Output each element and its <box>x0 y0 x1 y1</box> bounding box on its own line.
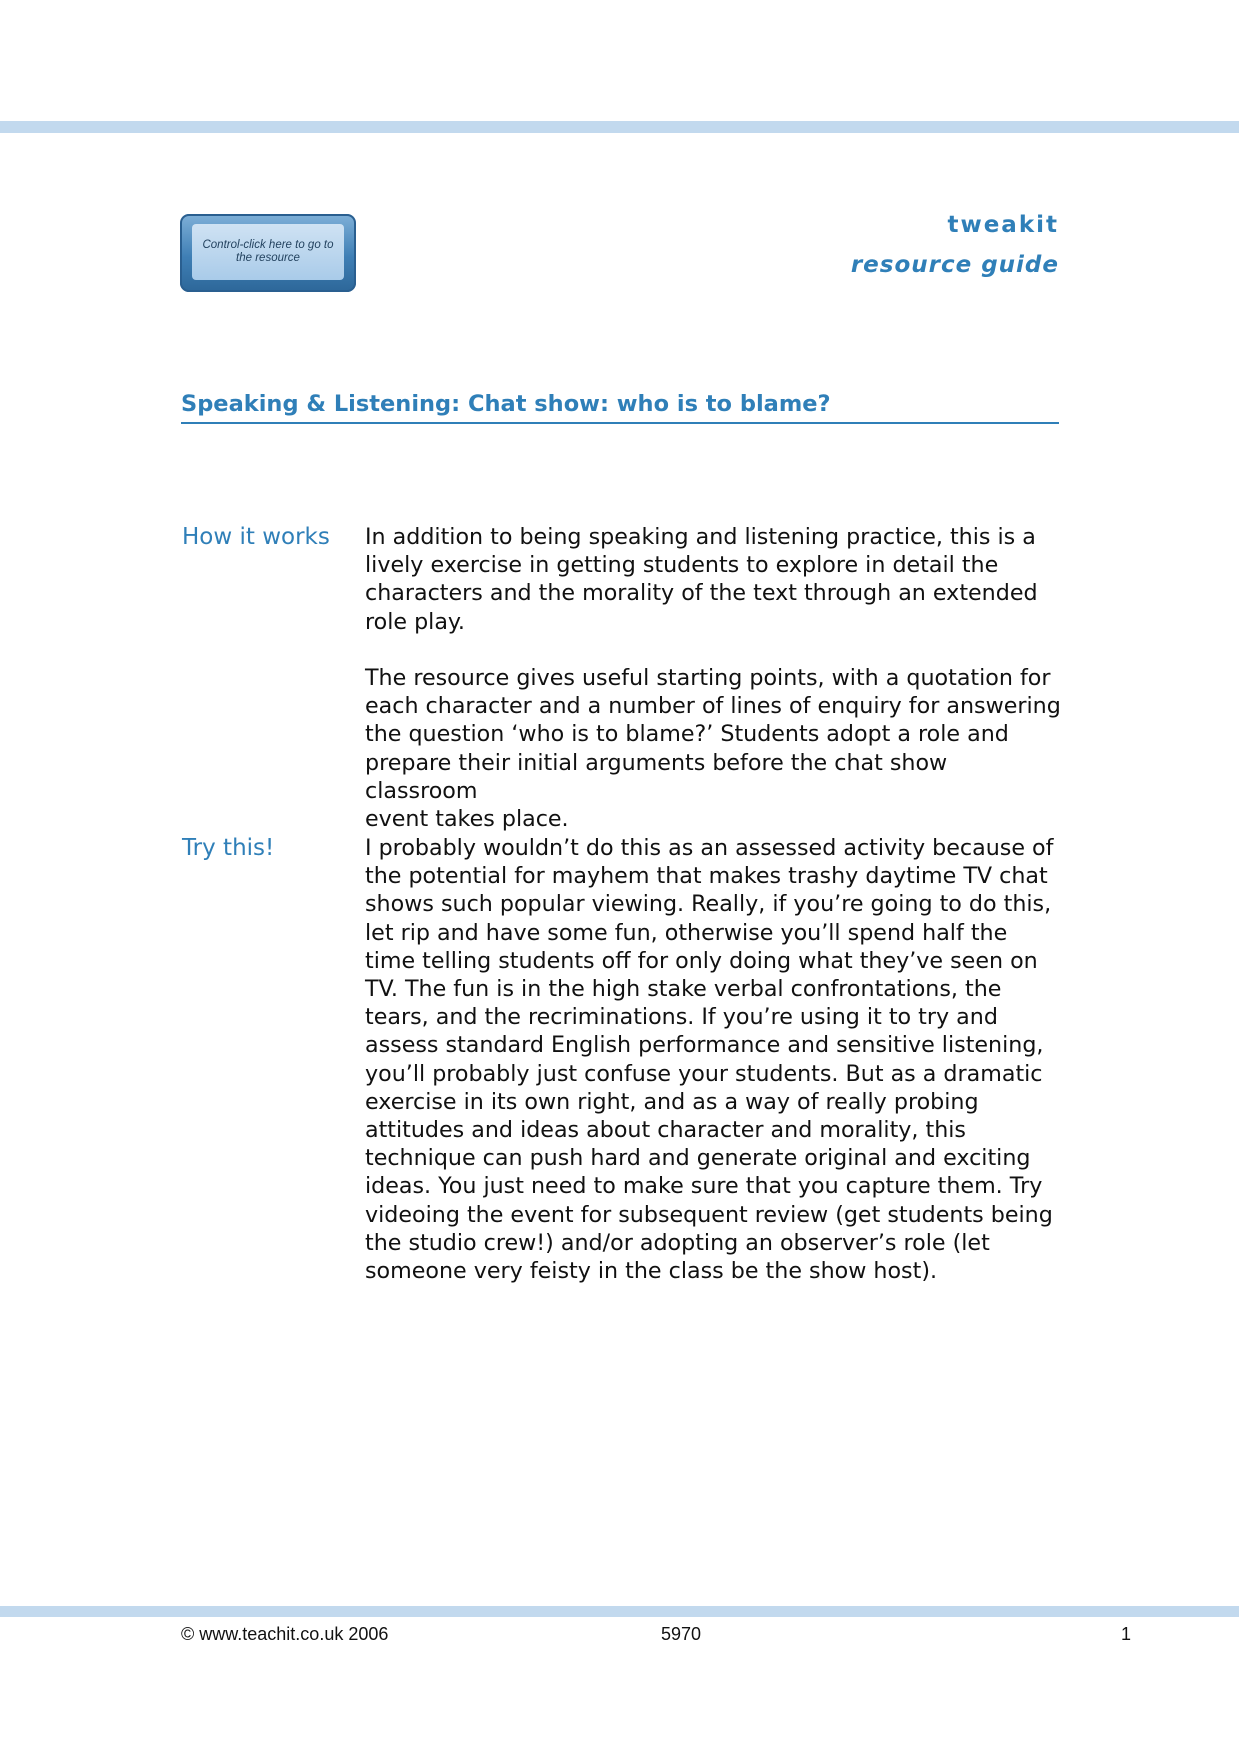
top-decorative-band <box>0 121 1239 133</box>
try-this-paragraph: I probably wouldn’t do this as an assessed activity because of the potential for mayhem that makes trashy daytime TV chat shows such popular viewing. Really, if you’re going to do this, let rip and have some fun, otherwise you’ll spend half the time telling students off for only doing what they’ve seen on TV. The fun is in the high stake verbal confrontations, the tears, and the recriminations. If you’re using it to try and assess standard English performance and sensitive listening, you’ll probably just confuse your students. But as a dramatic exercise in its own right, and as a way of really probing attitudes and ideas about character and morality, this technique can push hard and generate original and exciting ideas. You just need to make sure that you capture them. Try videoing the event for subsequent review (get students being the studio crew!) and/or adopting an observer’s role (let someone very feisty in the class be the show host). <box>365 835 1054 1285</box>
bottom-decorative-band <box>0 1606 1239 1617</box>
page-title: Speaking & Listening: Chat show: who is to blame? <box>181 389 1059 424</box>
footer-copyright: © www.teachit.co.uk 2006 <box>181 1624 389 1644</box>
how-it-works-paragraph-1: In addition to being speaking and listening practice, this is a lively exercise in getting students to explore in detail the characters and the morality of the text through an extended role play. <box>365 524 1038 635</box>
brand-subtitle: resource guide <box>850 252 1059 278</box>
brand-name: tweakit <box>947 212 1059 238</box>
brand-block <box>851 210 1059 280</box>
footer-resource-id: 5970 <box>661 1624 702 1644</box>
how-it-works-paragraph-2: The resource gives useful starting points, with a quotation for each character and a number of lines of enquiry for answering the question ‘who is to blame?’ Students adopt a role and prepare their initial arguments before the chat show classroom event takes place. <box>365 665 1061 833</box>
go-to-resource-button-label: Control-click here to go to the resource <box>202 239 334 264</box>
go-to-resource-button-face[interactable] <box>192 224 344 280</box>
footer-page-number: 1 <box>1121 1624 1132 1644</box>
go-to-resource-button[interactable] <box>180 214 356 292</box>
section-label-how-it-works: How it works <box>182 524 330 550</box>
section-label-try-this: Try this! <box>182 835 275 861</box>
